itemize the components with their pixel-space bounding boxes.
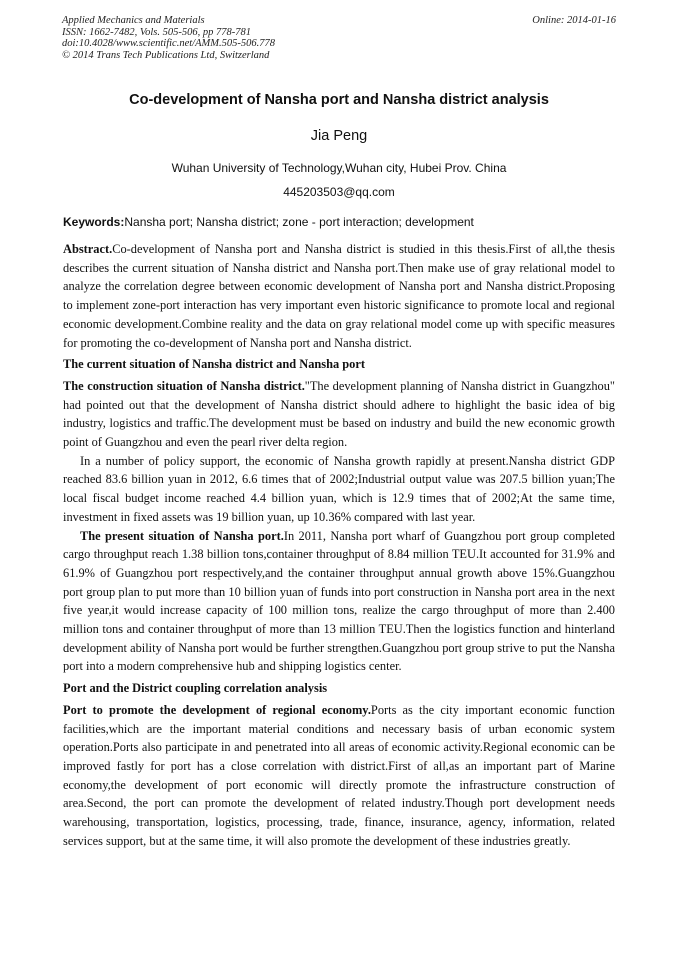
paper-title: Co-development of Nansha port and Nansha district analysis [129,92,549,108]
paragraph-port-regional-economy [63,701,615,851]
paragraph-district-economy: In a number of policy support, the economic of Nansha growth rapidly at present.Nansha district GDP reached 83.6 billion yuan in 2012, 6.6 times that of 2002;Industrial output value was 207.5 billion yuan;The local fiscal budget income reached 4.4 billion yuan, which is 12.9 times that of 2002;At the same time, investment in fixed assets was 19 billion yuan, up 10.36% compared with last year. [63,453,615,524]
journal-name: Applied Mechanics and Materials [62,15,205,26]
paragraph-lead: Port to promote the development of regional economy. [63,702,371,717]
doi-line: doi:10.4028/www.scientific.net/AMM.505-506.778 [62,38,275,49]
abstract-label: Abstract. [63,242,113,256]
section-heading-current-situation: The current situation of Nansha district and Nansha port [63,357,365,372]
issn-line: ISSN: 1662-7482, Vols. 505-506, pp 778-781 [62,26,251,38]
section-heading-coupling-analysis: Port and the District coupling correlation analysis [63,681,328,696]
paragraph-text: "The development planning of Nansha district in Guangzhou" had pointed out that the development of Nansha district should adhere to highlight the basic idea of big industry, logistics and traffic.The development must be based on industry and build the new economic growth point of Guangzhou and even the pearl river delta region. [63,378,615,450]
keywords-label: Keywords: [63,215,125,229]
paragraph-district-construction [63,377,615,452]
copyright-line: © 2014 Trans Tech Publications Ltd, Switzerland [62,49,270,61]
paragraph-port-situation [63,527,615,677]
paragraph-lead: The construction situation of Nansha district. [63,378,305,393]
author-name: Jia Peng [310,128,368,144]
paragraph-text: In 2011, Nansha port wharf of Guangzhou port group completed cargo throughput reach 1.38 billion tons,container throughput of 8.84 million TEU.It accounted for 31.9% and 61.9% of Guangzhou port respectively,and the container throughput annual growth above 15%.Guangzhou port group plan to put more than 10 billion yuan of funds into port construction in Nansha port area in the next five year,it would increase capacity of 100 million tons, realize the cargo throughput of more than 2.400 million tons and container throughput of more than 13 million TEU.Then the logistics function and hinterland development ability of Nansha port would be further strengthen.Guangzhou port group strive to put the Nansha port into a modern comprehensive hub and shipping logistics center. [63,528,615,674]
paper-body [63,240,615,851]
keywords [63,215,615,230]
online-date: Online: 2014-01-16 [532,15,616,26]
paragraph-text: Ports as the city important economic function facilities,which are the important material conditions and necessary basis of urban economic system operation.Ports also participate in and penetrated into all areas of economic activity.Regional economic can be improved fastly for port has a close correlation with district.First of all,as an important part of Marine economy,the development of port economic will directly promote the infrastructure construction of area.Second, the port can promote the development of related industry.Though port development needs warehousing, transportation, logistics, processing, trade, finance, insurance, agency, information, related services support, but at the same time, it will also promote the development of these industries greatly. [63,702,615,848]
paragraph-lead: The present situation of Nansha port. [80,528,284,543]
affiliation: Wuhan University of Technology,Wuhan city, Hubei Prov. China [171,161,507,175]
author-email: 445203503@qq.com [283,185,395,199]
abstract-text: Co-development of Nansha port and Nansha district is studied in this thesis.First of all,the thesis describes the current situation of Nansha district and Nansha port.Then make use of gray relational model to analyze the correlation degree between economic development of Nansha port and Nansha district.Proposing to implement zone-port interaction has very important even historic significance to promote local and regional economic development.Combine reality and the data on gray relational model come up with specific measures for promoting the co-development of Nansha port and Nansha district. [63,242,615,350]
keywords-text: Nansha port; Nansha district; zone - port interaction; development [124,215,474,229]
abstract-paragraph [63,240,615,352]
journal-metadata [62,15,275,61]
